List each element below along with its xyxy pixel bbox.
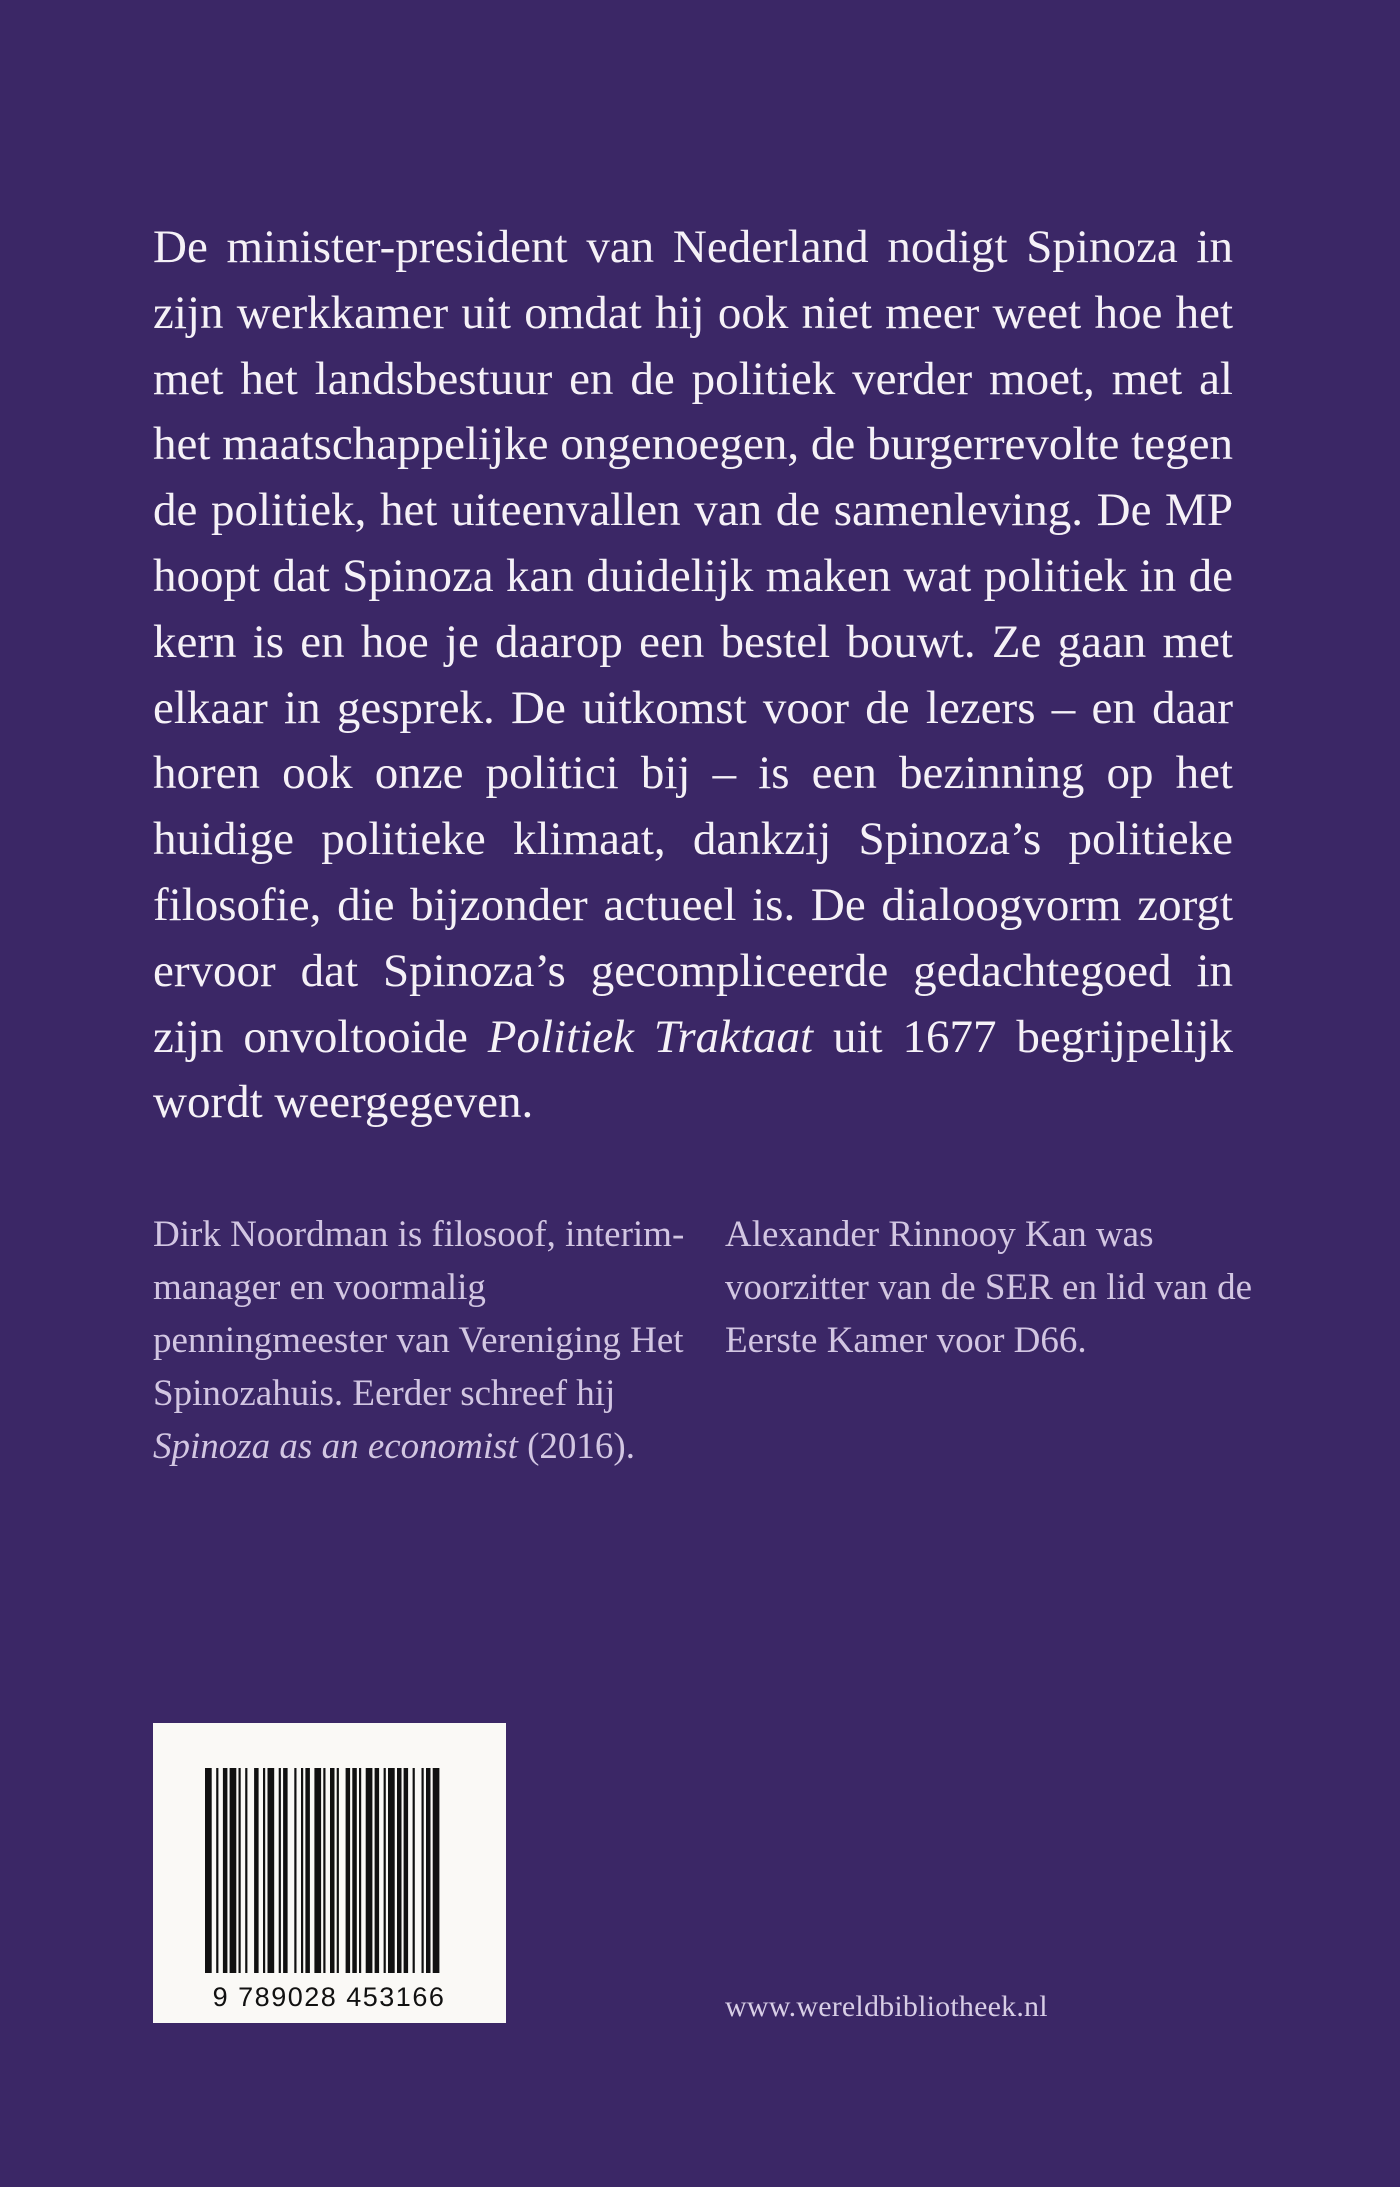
barcode-bar (433, 1768, 440, 1973)
barcode-bar (245, 1768, 247, 1973)
barcode-bar (346, 1768, 351, 1973)
barcode-bar (337, 1768, 339, 1973)
barcode-bar (305, 1768, 310, 1973)
barcode-bar (384, 1768, 386, 1973)
blurb-part2: uit 1677 begrijpelijk wordt weergegeven. (153, 1010, 1234, 1129)
barcode-bar (413, 1768, 415, 1973)
barcode (153, 1723, 506, 2023)
barcode-bar (359, 1768, 361, 1973)
barcode-bar (426, 1768, 431, 1973)
author-bio-rinnooy-kan (725, 1208, 1265, 1367)
barcode-bar (283, 1768, 288, 1973)
bio-right-text: Alexander Rinnooy Kan was voorzitter van de SER en lid van de Eerste Kamer voor D66. (725, 1214, 1253, 1361)
barcode-bar (404, 1768, 409, 1973)
blurb-part1: De minister-president van Nederland nodigt Spinoza in zijn werkkamer uit omdat hij ook niet meer weet hoe het met het landsbestuur en de politiek verder moet, met al het maatschappelijke ongenoegen, de burgerrevolte tegen de politiek, het uiteenvallen van de samenleving. De MP hoopt dat Spinoza kan duidelijk maken wat politiek in de kern is en hoe je daarop een bestel bouwt. Ze gaan met elkaar in gesprek. De uitkomst voor de lezers – en daar horen ook onze politici bij – is een bezinning op het huidige politieke klimaat, dankzij Spinoza’s politieke filosofie, die bijzonder actueel is. De dialoogvorm zorgt ervoor dat Spinoza’s gecompliceerde gedachtegoed in zijn onvoltooide (153, 221, 1233, 1063)
barcode-digits: 9 789028 453166 (212, 1982, 446, 2012)
barcode-bar (216, 1768, 218, 1973)
barcode-bar (314, 1768, 321, 1973)
website-url: www.wereldbibliotheek.nl (725, 1990, 1048, 2023)
barcode-image (153, 1723, 506, 2023)
barcode-bar (254, 1768, 259, 1973)
barcode-bar (352, 1768, 357, 1973)
barcode-bar (388, 1768, 395, 1973)
bio-left-text: Dirk Noordman is filosoof, interim-manager en voormalig penningmeester van Vereniging Het Spinozahuis. Eerder schreef hij (153, 1214, 685, 1414)
bio-left-book-title: Spinoza as an economist (153, 1426, 518, 1467)
barcode-bar (422, 1768, 424, 1973)
barcode-bar (223, 1768, 228, 1973)
bio-left-suffix: (2016). (517, 1426, 636, 1467)
barcode-bar (397, 1768, 402, 1973)
barcode-bar (330, 1768, 335, 1973)
barcode-bar (205, 1768, 212, 1973)
barcode-bar (366, 1768, 373, 1973)
barcode-bar (301, 1768, 303, 1973)
barcode-bar (230, 1768, 237, 1973)
barcode-bar (263, 1768, 265, 1973)
barcode-bar (239, 1768, 241, 1973)
barcode-bar (279, 1768, 281, 1973)
barcode-bar (294, 1768, 296, 1973)
author-bio-noordman (153, 1208, 713, 1473)
barcode-bar (375, 1768, 380, 1973)
blurb-title-italic: Politiek Traktaat (487, 1010, 814, 1063)
barcode-bar (268, 1768, 275, 1973)
barcode-bar (323, 1768, 325, 1973)
blurb-text (153, 215, 1233, 1136)
